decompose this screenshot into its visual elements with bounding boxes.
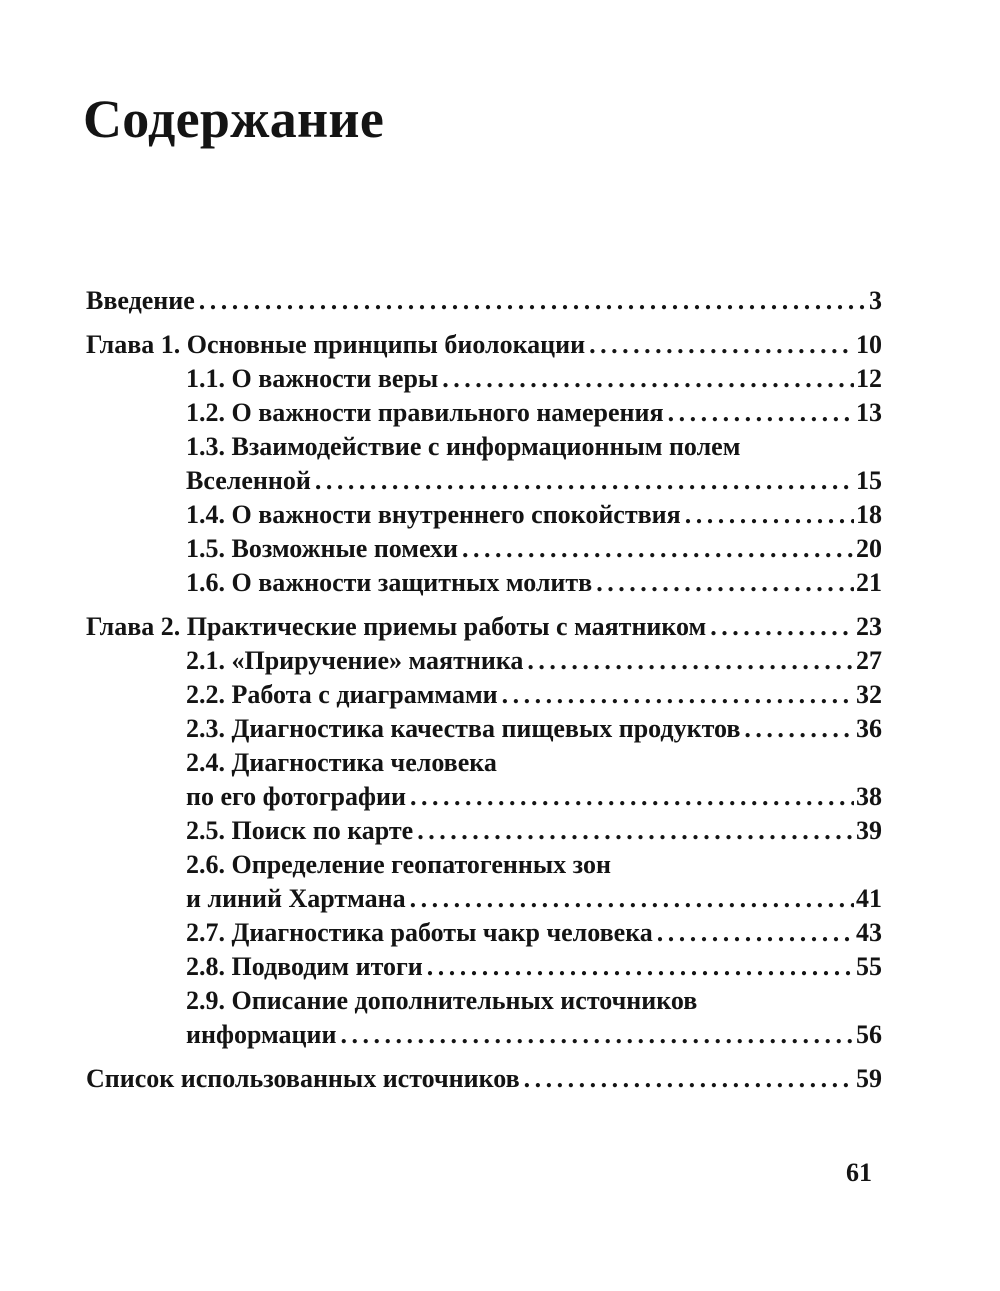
leader-dots: [744, 712, 854, 746]
toc-entry-intro[interactable]: [86, 284, 882, 318]
toc-entry-1-3[interactable]: [86, 430, 882, 464]
toc-entry-label-cont: информации: [186, 1020, 337, 1049]
toc-entry-page: 23: [856, 612, 882, 641]
toc-entry-1-6[interactable]: [86, 566, 882, 600]
leader-dots: [410, 882, 854, 916]
toc-entry-page: 43: [856, 918, 882, 947]
toc-entry-chapter-2[interactable]: [86, 610, 882, 644]
toc-entry-2-5[interactable]: [86, 814, 882, 848]
leader-dots: [417, 814, 854, 848]
toc-entry-page: 36: [856, 714, 882, 743]
page-title: Содержание: [83, 89, 385, 149]
toc-entry-2-1[interactable]: [86, 644, 882, 678]
toc-entry-page: 18: [856, 500, 882, 529]
leader-dots: [315, 464, 854, 498]
toc-entry-label-cont: и линий Хартмана: [186, 884, 406, 913]
toc-entry-label: 2.6. Определение геопатогенных зон: [186, 850, 611, 879]
page-number: 61: [846, 1158, 872, 1187]
leader-dots: [657, 916, 854, 950]
toc-entry-page: 10: [856, 330, 882, 359]
toc-entry-label: 2.4. Диагностика человека: [186, 748, 497, 777]
leader-dots: [685, 498, 854, 532]
toc-entry-label: 1.1. О важности веры: [186, 364, 439, 393]
toc-entry-2-8[interactable]: [86, 950, 882, 984]
toc-entry-page: 41: [856, 884, 882, 913]
toc-entry-2-9-cont[interactable]: [86, 1018, 882, 1052]
toc-entry-label: 2.3. Диагностика качества пищевых продуктов: [186, 714, 741, 743]
toc-entry-1-5[interactable]: [86, 532, 882, 566]
toc-entry-label: Список использованных источников: [86, 1064, 520, 1093]
toc-entry-page: 21: [856, 568, 882, 597]
leader-dots: [710, 610, 854, 644]
toc-entry-label-cont: по его фотографии: [186, 782, 406, 811]
toc-entry-label: 2.8. Подводим итоги: [186, 952, 423, 981]
toc-entry-label: 1.6. О важности защитных молитв: [186, 568, 593, 597]
toc-entry-label: 2.7. Диагностика работы чакр человека: [186, 918, 653, 947]
toc-entry-page: 20: [856, 534, 882, 563]
leader-dots: [668, 396, 854, 430]
toc-entry-label: 2.2. Работа с диаграммами: [186, 680, 498, 709]
leader-dots: [442, 362, 854, 396]
toc-entry-label-cont: Вселенной: [186, 466, 311, 495]
leader-dots: [410, 780, 854, 814]
toc-entry-label: 1.5. Возможные помехи: [186, 534, 459, 563]
toc-entry-1-4[interactable]: [86, 498, 882, 532]
toc-entry-label: 1.2. О важности правильного намерения: [186, 398, 664, 427]
toc-entry-label: 2.5. Поиск по карте: [186, 816, 414, 845]
leader-dots: [524, 1062, 854, 1096]
toc-entry-1-3-cont[interactable]: [86, 464, 882, 498]
toc-entry-label: Введение: [86, 286, 195, 315]
toc-entry-2-3[interactable]: [86, 712, 882, 746]
leader-dots: [527, 644, 854, 678]
leader-dots: [199, 284, 867, 318]
leader-dots: [427, 950, 854, 984]
toc-entry-2-6[interactable]: [86, 848, 882, 882]
toc-entry-page: 32: [856, 680, 882, 709]
toc-entry-2-6-cont[interactable]: [86, 882, 882, 916]
toc-entry-page: 55: [856, 952, 882, 981]
toc-entry-page: 15: [856, 466, 882, 495]
toc-entry-2-7[interactable]: [86, 916, 882, 950]
table-of-contents: [86, 284, 882, 1096]
leader-dots: [341, 1018, 855, 1052]
leader-dots: [502, 678, 854, 712]
toc-entry-label: Глава 2. Практические приемы работы с маятником: [86, 612, 707, 641]
toc-entry-page: 3: [869, 286, 882, 315]
toc-entry-page: 39: [856, 816, 882, 845]
toc-entry-2-4[interactable]: [86, 746, 882, 780]
toc-entry-page: 38: [856, 782, 882, 811]
toc-entry-label: Глава 1. Основные принципы биолокации: [86, 330, 586, 359]
toc-entry-label: 2.9. Описание дополнительных источников: [186, 986, 698, 1015]
toc-entry-2-9[interactable]: [86, 984, 882, 1018]
toc-entry-page: 13: [856, 398, 882, 427]
toc-entry-2-2[interactable]: [86, 678, 882, 712]
toc-entry-references[interactable]: [86, 1062, 882, 1096]
toc-entry-page: 27: [856, 646, 882, 675]
toc-entry-label: 1.3. Взаимодействие с информационным полем: [186, 432, 741, 461]
toc-entry-2-4-cont[interactable]: [86, 780, 882, 814]
leader-dots: [589, 328, 854, 362]
toc-entry-label: 2.1. «Приручение» маятника: [186, 646, 524, 675]
toc-entry-page: 59: [856, 1064, 882, 1093]
toc-entry-page: 56: [856, 1020, 882, 1049]
leader-dots: [462, 532, 854, 566]
toc-entry-page: 12: [856, 364, 882, 393]
toc-entry-1-1[interactable]: [86, 362, 882, 396]
toc-entry-label: 1.4. О важности внутреннего спокойствия: [186, 500, 681, 529]
toc-entry-chapter-1[interactable]: [86, 328, 882, 362]
leader-dots: [596, 566, 854, 600]
toc-entry-1-2[interactable]: [86, 396, 882, 430]
